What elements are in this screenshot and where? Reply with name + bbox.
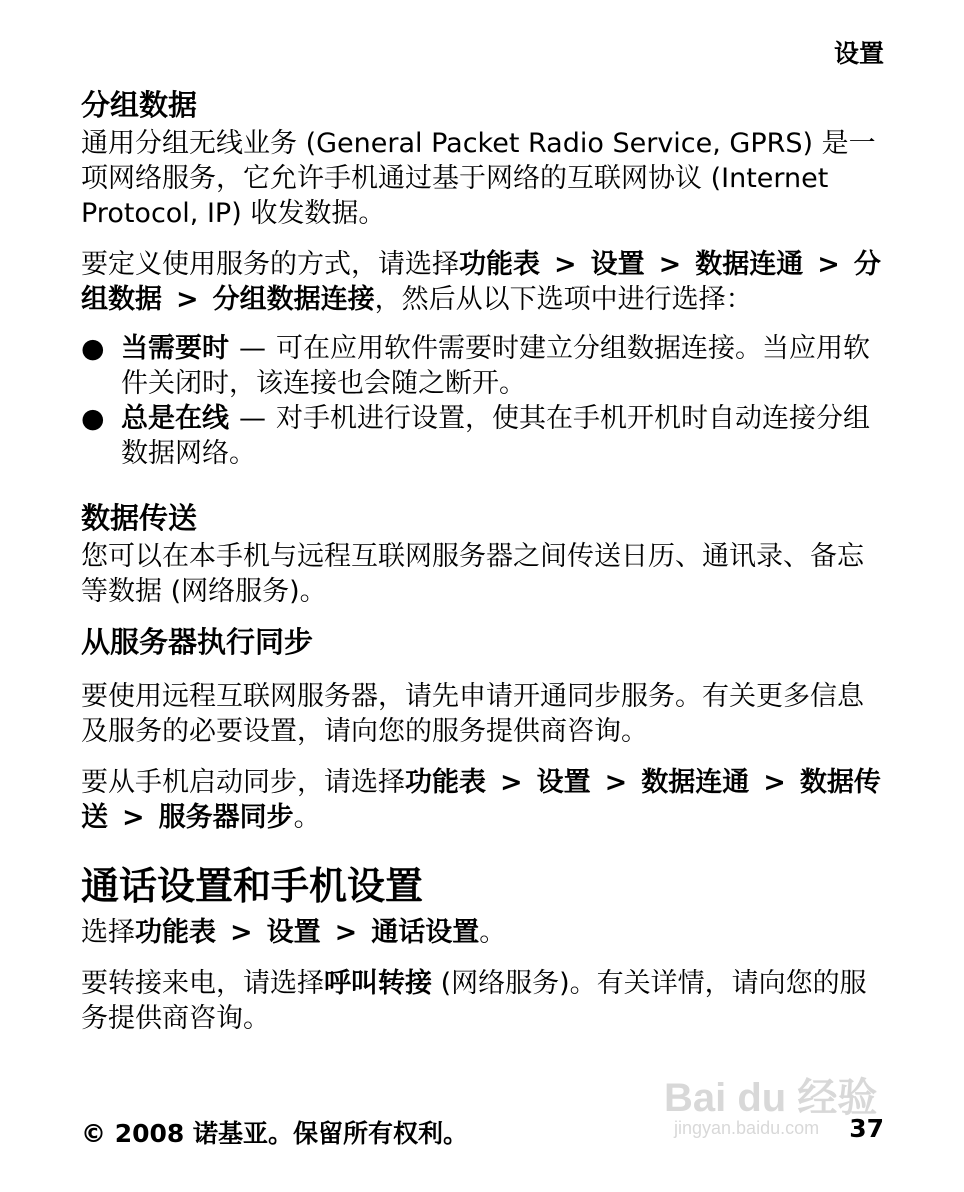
menu-path-item: 功能表 [459, 249, 540, 280]
bullet-icon: ● [81, 333, 105, 364]
menu-path-item: 设置 [536, 767, 591, 798]
page-content [81, 84, 885, 1036]
call-forward-text: 要转接来电，请选择呼叫转接 (网络服务)。有关详情，请向您的服务提供商咨询。 [81, 968, 867, 1034]
menu-path-item: 功能表 [405, 767, 486, 798]
data-transfer-heading: 数据传送 [81, 501, 198, 535]
option-description: 对手机进行设置，使其在手机开机时自动连接分组数据网络。 [121, 403, 870, 469]
em-dash: — [239, 403, 266, 434]
em-dash: — [239, 333, 266, 364]
menu-path-item: 功能表 [135, 917, 216, 948]
path-separator: > [122, 802, 145, 833]
data-transfer-text: 您可以在本手机与远程互联网服务器之间传送日历、通讯录、备忘等数据 (网络服务)。 [81, 541, 864, 607]
menu-path-item: 服务器同步 [158, 802, 294, 833]
call-settings-heading: 通话设置和手机设置 [81, 864, 424, 908]
menu-path-item: 分组数据 [81, 249, 881, 315]
path-separator: > [554, 249, 577, 280]
menu-path-item: 数据连通 [641, 767, 750, 798]
page-number: 37 [849, 1114, 884, 1143]
menu-path-item: 分组数据连接 [212, 284, 375, 315]
menu-path-item: 数据连通 [695, 249, 804, 280]
menu-path-item: 数据传送 [81, 767, 881, 833]
path-separator: > [334, 917, 358, 948]
section-header: 设置 [833, 39, 884, 68]
option-description: 可在应用软件需要时建立分组数据连接。当应用软件关闭时，该连接也会随之断开。 [121, 333, 870, 399]
list-item [81, 401, 885, 471]
path-separator: > [176, 284, 199, 315]
server-sync-text: 要使用远程互联网服务器，请先申请开通同步服务。有关更多信息及服务的必要设置，请向您的服务提供商咨询。 [81, 681, 864, 747]
path-separator: > [230, 917, 253, 948]
watermark-logo-text: Bai du 经验 [664, 1076, 878, 1120]
path-separator: > [658, 249, 682, 280]
bullet-icon: ● [81, 403, 105, 434]
path-separator: > [763, 767, 786, 798]
menu-path-item: 通话设置 [371, 917, 480, 948]
call-settings-menu-path: 选择功能表 > 设置 > 通话设置。 [81, 917, 507, 948]
menu-path-item: 呼叫转接 [324, 968, 432, 999]
copyright-footer: © 2008 诺基亚。保留所有权利。 [81, 1119, 468, 1148]
server-sync-heading: 从服务器执行同步 [81, 625, 314, 659]
gprs-heading: 分组数据 [81, 88, 198, 122]
option-term: 当需要时 [121, 333, 229, 364]
menu-path-item: 设置 [590, 249, 645, 280]
list-item [81, 331, 885, 401]
path-separator: > [500, 767, 523, 798]
option-term: 总是在线 [121, 403, 229, 434]
path-separator: > [604, 767, 628, 798]
gprs-menu-path: 要定义使用服务的方式，请选择功能表 > 设置 > 数据连通 > 分组数据 > 分组数据连接，然后从以下选项中进行选择： [81, 249, 881, 315]
watermark-url: jingyan.baidu.com [674, 1118, 820, 1138]
menu-path-item: 设置 [266, 917, 321, 948]
path-separator: > [817, 249, 840, 280]
gprs-options-list [81, 331, 885, 471]
server-sync-menu-path: 要从手机启动同步，请选择功能表 > 设置 > 数据连通 > 数据传送 > 服务器同步。 [81, 767, 881, 833]
gprs-intro: 通用分组无线业务 (General Packet Radio Service, GPRS) 是一项网络服务，它允许手机通过基于网络的互联网协议 (Internet Protocol, IP) 收发数据。 [81, 128, 876, 229]
